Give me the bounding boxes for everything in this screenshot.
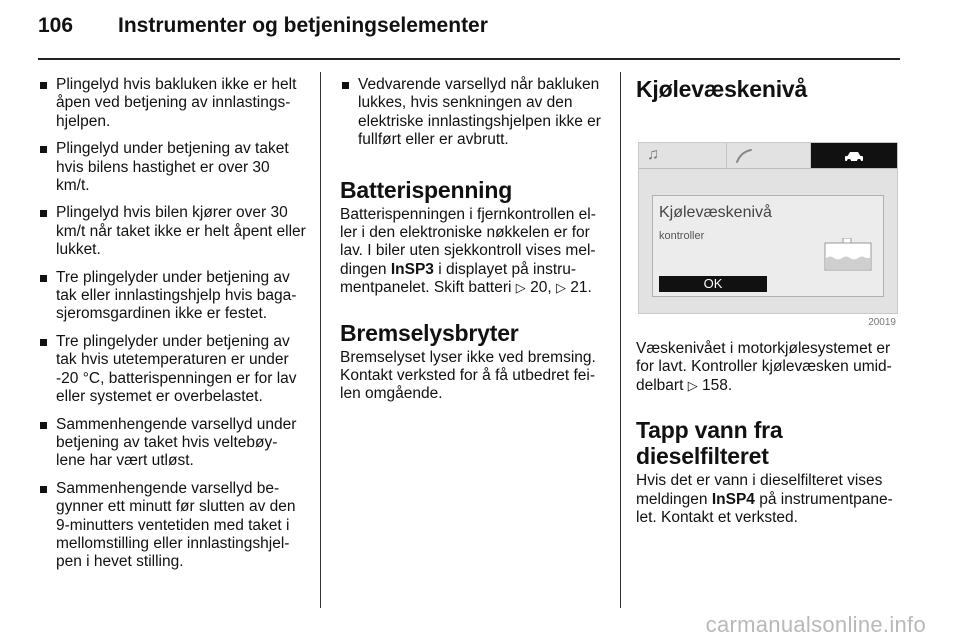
ok-button: OK [659,276,767,292]
list-item: Plingelyd under betjening av taket hvis bilens hastighet er over 30 km/t. [38,140,306,195]
display-screen [638,142,898,314]
section-heading-brake-switch: Bremselysbryter [340,319,519,346]
car-icon [811,143,897,168]
coolant-text: Væskenivået i motorkjølesystemet er for lavt. Kontroller kjølevæsken umid-delbart ▷ 158. [636,340,892,394]
coolant-tank-icon [823,238,873,272]
watermark: carmanualsonline.info [705,612,926,637]
column-2 [340,76,606,404]
page-ref-link[interactable]: 21 [570,279,588,297]
display-tab-bar [639,143,897,169]
header-rule [38,58,900,60]
message-code: InSP4 [711,490,755,508]
music-note-icon: ♫ [639,143,727,168]
warning-sound-list [38,76,306,572]
brake-switch-text: Bremselyset lyser ikke ved bremsing. Kontakt verksted for å få utbedret fei-len omgående. [340,348,596,403]
display-illustration [636,116,900,330]
page-ref-link[interactable]: 158 [702,376,728,394]
list-item: Sammenhengende varsellyd under betjening av taket hvis veltebøy-lene har vært utløst. [38,416,306,471]
column-3 [636,76,904,527]
page-title: Instrumenter og betjeningselementer [118,14,488,37]
panel-subtitle: kontroller [659,230,705,242]
column-divider-1 [320,72,321,608]
section-heading-coolant: Kjølevæskenivå [636,76,808,102]
column-1 [38,76,306,581]
list-item: Plingelyd hvis bakluken ikke er helt åpen ved betjening av innlastings-hjelpen. [38,76,306,131]
phone-icon [727,143,811,168]
page-ref-arrow-icon: ▷ [555,280,566,296]
panel-title: Kjølevæskenivå [659,204,772,221]
figure-code: 20019 [868,317,896,328]
page-ref-link[interactable]: 20 [530,279,548,297]
warning-sound-list-cont [340,76,606,150]
page-header [38,14,488,44]
message-code: InSP3 [390,260,434,278]
list-item: Tre plingelyder under betjening av tak hvis utetemperaturen er under -20 °C, batterispenningen er for lav eller systemet er overbelastet. [38,333,306,407]
list-item: Tre plingelyder under betjening av tak eller innlastingshjelp hvis baga-sjeromsgardinen ikke er festet. [38,269,306,324]
diesel-filter-text: Hvis det er vann i dieselfilteret vises meldingen InSP4 på instrumentpane-let. Kontakt et verksted. [636,472,893,527]
page-ref-arrow-icon: ▷ [687,377,698,393]
list-item: Vedvarende varsellyd når bakluken lukkes, hvis senkningen av den elektriske innlastingshjelpen ikke er fullført eller er avbrutt. [340,76,606,150]
section-heading-diesel-filter: Tapp vann fra dieselfilteret [636,417,783,470]
column-divider-2 [620,72,621,608]
section-heading-battery: Batterispenning [340,176,513,203]
battery-text: Batterispenningen i fjernkontrollen el-ler i den elektroniske nøkkelen er for lav. I biler uten sjekkontroll vises mel-dingen InSP3 i displayet på instru-mentpanelet. Skift batteri ▷ 20, ▷ 21. [340,205,596,297]
list-item: Sammenhengende varsellyd be-gynner ett minutt før slutten av den 9-minutters ventetiden med taket i mellomstilling eller innlastingshjel-pen i hevet stilling. [38,480,306,572]
coolant-warning-panel [652,195,884,297]
list-item: Plingelyd hvis bilen kjører over 30 km/t når taket ikke er helt åpent eller lukket. [38,204,306,259]
page-number: 106 [38,14,74,37]
page-ref-arrow-icon: ▷ [515,280,526,296]
